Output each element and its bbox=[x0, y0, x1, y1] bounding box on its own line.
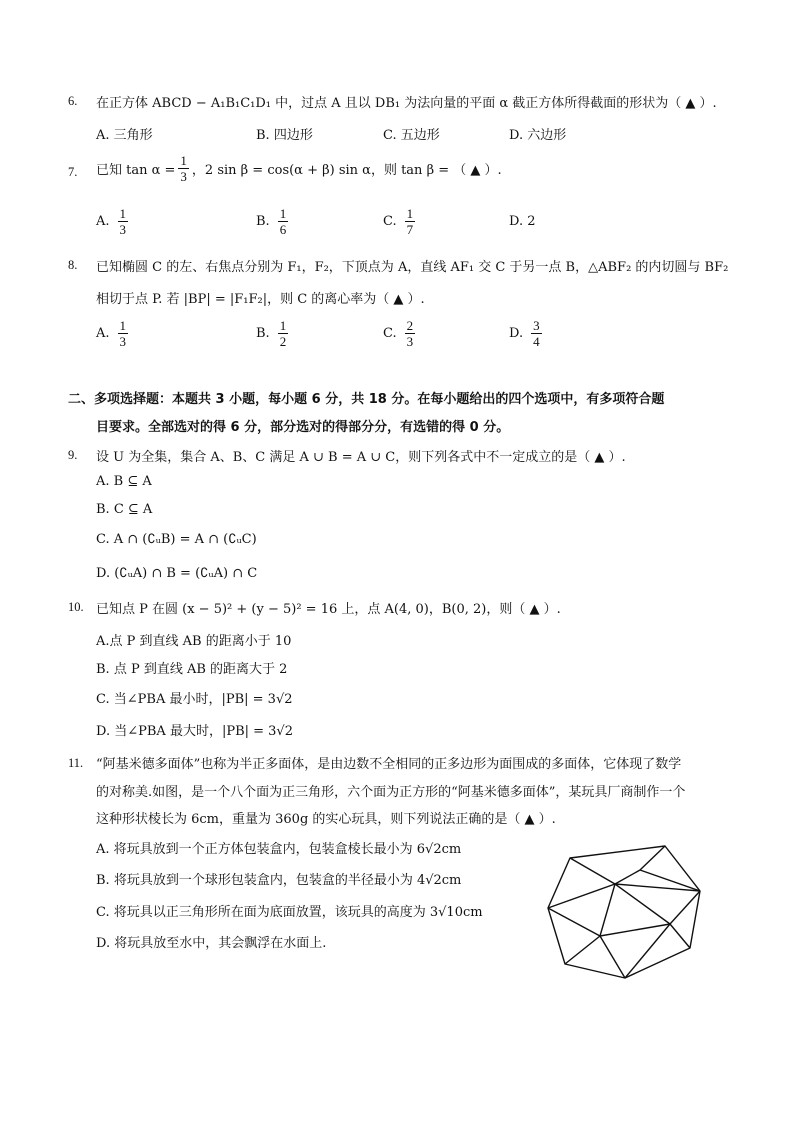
section2-header-line2: 目要求。全部选对的得 6 分，部分选对的得部分分，有选错的得 0 分。 bbox=[96, 420, 510, 435]
q8-option-a-fraction bbox=[118, 318, 129, 349]
q7-option-a-label: A. bbox=[96, 214, 110, 229]
q7-option-d: D. 2 bbox=[509, 214, 536, 229]
q8-option-b-denominator: 2 bbox=[279, 334, 287, 349]
q6-option-c: C. 五边形 bbox=[383, 128, 440, 143]
q8-option-d-fraction bbox=[531, 318, 542, 349]
q7-option-b-label: B. bbox=[256, 214, 270, 229]
q10-number: 10. bbox=[68, 600, 84, 614]
q10-option-c: C. 当∠PBA 最小时，|PB| = 3√2 bbox=[96, 692, 293, 707]
q7-option-b-numerator: 1 bbox=[279, 206, 287, 221]
q8-stem-line1: 已知椭圆 C 的左、右焦点分别为 F₁，F₂，下顶点为 A，直线 AF₁ 交 C 于另一点 B，△ABF₂ 的内切圆与 BF₂ bbox=[96, 260, 729, 275]
q8-option-d-numerator: 3 bbox=[533, 318, 540, 333]
q10-option-b: B. 点 P 到直线 AB 的距离大于 2 bbox=[96, 662, 288, 677]
q7-option-b bbox=[256, 206, 288, 237]
q8-option-b-numerator: 1 bbox=[279, 318, 287, 333]
q11-stem-line3: 这种形状棱长为 6cm，重量为 360g 的实心玩具，则下列说法正确的是（ ▲ ）. bbox=[96, 812, 556, 827]
q7-option-a bbox=[96, 206, 128, 237]
q7-option-a-fraction bbox=[118, 206, 129, 237]
q7-option-b-denominator: 6 bbox=[279, 222, 287, 237]
q6-option-d: D. 六边形 bbox=[509, 128, 567, 143]
q8-option-d-denominator: 4 bbox=[533, 334, 540, 349]
q7-stem bbox=[96, 153, 502, 184]
q11-option-d: D. 将玩具放至水中，其会飘浮在水面上. bbox=[96, 936, 327, 951]
q8-option-b-fraction bbox=[278, 318, 289, 349]
q9-stem: 设 U 为全集，集合 A、B、C 满足 A ∪ B = A ∪ C，则下列各式中不一定成立的是（ ▲ ）. bbox=[96, 450, 626, 465]
q7-stem-prefix: 已知 tan α = bbox=[96, 163, 176, 178]
cuboctahedron-figure bbox=[540, 836, 720, 986]
q11-option-b: B. 将玩具放到一个球形包装盒内，包装盒的半径最小为 4√2cm bbox=[96, 873, 462, 888]
q7-option-c-label: C. bbox=[383, 214, 397, 229]
q9-option-c: C. A ∩ (∁ᵤB) = A ∩ (∁ᵤC) bbox=[96, 532, 257, 547]
q11-option-a: A. 将玩具放到一个正方体包装盒内，包装盒棱长最小为 6√2cm bbox=[96, 842, 462, 857]
q8-option-d-label: D. bbox=[509, 326, 524, 341]
q8-stem-line2: 相切于点 P. 若 |BP| = |F₁F₂|，则 C 的离心率为（ ▲ ）. bbox=[96, 292, 425, 307]
q7-option-c-denominator: 7 bbox=[406, 222, 414, 237]
q8-option-a-numerator: 1 bbox=[119, 318, 127, 333]
section2-header-line1: 二、多项选择题：本题共 3 小题，每小题 6 分，共 18 分。在每小题给出的四个选项中，有多项符合题 bbox=[68, 392, 665, 407]
q11-number: 11. bbox=[68, 756, 84, 770]
q11-stem-line2: 的对称美.如图，是一个八个面为正三角形，六个面为正方形的“阿基米德多面体”，某玩具厂商制作一个 bbox=[96, 785, 686, 800]
q8-option-b bbox=[256, 318, 288, 349]
q10-option-d: D. 当∠PBA 最大时，|PB| = 3√2 bbox=[96, 724, 293, 739]
q8-option-a-label: A. bbox=[96, 326, 110, 341]
q6-stem: 在正方体 ABCD − A₁B₁C₁D₁ 中，过点 A 且以 DB₁ 为法向量的平面 α 截正方体所得截面的形状为（ ▲ ）. bbox=[96, 96, 717, 111]
q7-stem-denominator: 3 bbox=[180, 169, 187, 184]
q6-number: 6. bbox=[68, 94, 78, 108]
q8-option-c-denominator: 3 bbox=[406, 334, 414, 349]
q8-option-a bbox=[96, 318, 128, 349]
q8-option-c-numerator: 2 bbox=[406, 318, 414, 333]
q10-option-a: A.点 P 到直线 AB 的距离小于 10 bbox=[96, 634, 292, 649]
q7-option-c-fraction bbox=[405, 206, 416, 237]
q8-option-d bbox=[509, 318, 542, 349]
q7-option-b-fraction bbox=[278, 206, 289, 237]
q7-stem-numerator: 1 bbox=[180, 153, 187, 168]
q8-option-c bbox=[383, 318, 415, 349]
q11-stem-line1: “阿基米德多面体”也称为半正多面体，是由边数不全相同的正多边形为面围成的多面体，它体现了数学 bbox=[96, 757, 682, 772]
q9-option-b: B. C ⊆ A bbox=[96, 502, 153, 517]
q6-option-a: A. 三角形 bbox=[96, 128, 153, 143]
q11-option-c: C. 将玩具以正三角形所在面为底面放置，该玩具的高度为 3√10cm bbox=[96, 905, 483, 920]
q7-option-c bbox=[383, 206, 415, 237]
q7-stem-fraction bbox=[178, 153, 189, 184]
q9-number: 9. bbox=[68, 448, 78, 462]
q6-option-b: B. 四边形 bbox=[256, 128, 313, 143]
q8-option-c-fraction bbox=[405, 318, 416, 349]
q7-option-a-denominator: 3 bbox=[119, 222, 127, 237]
q7-option-a-numerator: 1 bbox=[119, 206, 127, 221]
q9-option-a: A. B ⊆ A bbox=[96, 474, 152, 489]
q7-stem-suffix: ，2 sin β = cos(α + β) sin α，则 tan β = （ ▲ ）. bbox=[191, 163, 502, 178]
q8-option-b-label: B. bbox=[256, 326, 270, 341]
q9-option-d: D. (∁ᵤA) ∩ B = (∁ᵤA) ∩ C bbox=[96, 566, 258, 581]
q7-number: 7. bbox=[68, 165, 78, 179]
q8-option-a-denominator: 3 bbox=[119, 334, 127, 349]
q8-number: 8. bbox=[68, 258, 78, 272]
q7-option-c-numerator: 1 bbox=[406, 206, 414, 221]
q8-option-c-label: C. bbox=[383, 326, 397, 341]
q10-stem: 已知点 P 在圆 (x − 5)² + (y − 5)² = 16 上，点 A(4, 0)，B(0, 2)，则（ ▲ ）. bbox=[96, 602, 561, 617]
